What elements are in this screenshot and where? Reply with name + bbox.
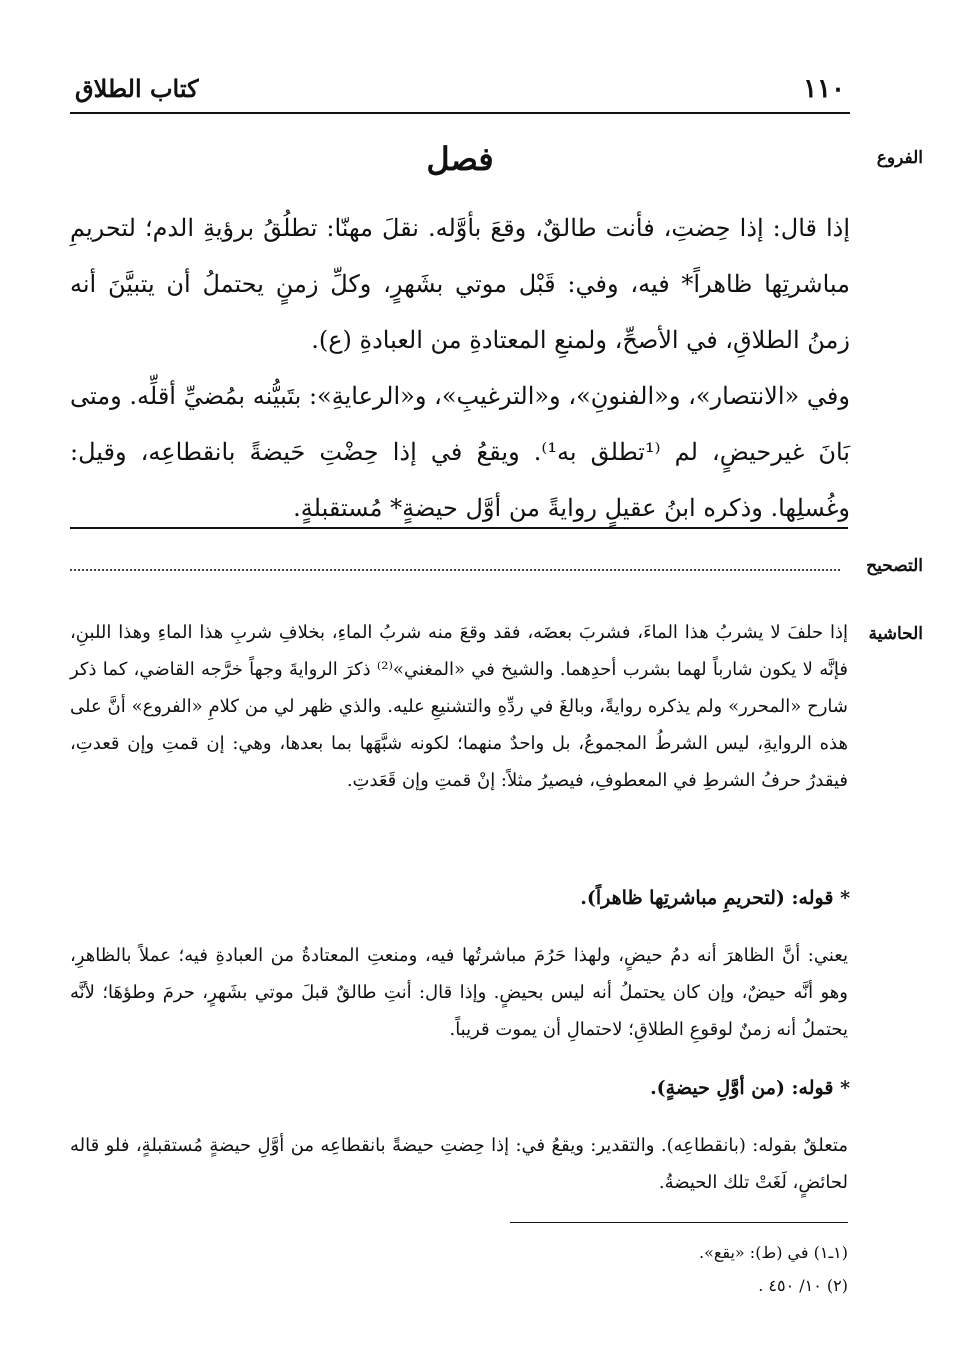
main-paragraph-1: إذا قال: إذا حِضتِ، فأنت طالقٌ، وقعَ بأوَّله. نقلَ مهنّا: تطلُقُ برؤيةِ الدم؛ لتحريمِ مباشرتِها ظاهراً* فيه، وفي: قَبْل موتي بشَهرٍ، وكلِّ زمنٍ يحتملُ أن يتبيَّنَ أنه زمنُ الطلاقِ، في الأصحِّ، ولمنعِ المعتادةِ من العبادةِ (ع). (70, 214, 850, 354)
label-tashih: التصحيح (866, 556, 923, 576)
footnote-1: (١ـ١) في (ط): «يقع». (698, 1243, 848, 1262)
star-marker: * (840, 887, 850, 909)
header-rule (70, 112, 850, 114)
book-title: كتاب الطلاق (75, 74, 199, 103)
hashiya-paragraph-3: متعلقٌ بقوله: (بانقطاعِه). والتقدير: ويقعُ في: إذا حِضتِ حيضةً بانقطاعِه من أوَّلِ حيضةٍ مُستقبلةٍ، فلو قاله لحائضٍ، لَغَتْ تلك الحيضةُ. (70, 1135, 848, 1193)
hashiya-paragraph-2: يعني: أنَّ الظاهرَ أنه دمُ حيضٍ، ولهذا حَرُمَ مباشرتُها فيه، ومنعتِ المعتادةُ من العبادةِ فيه؛ عملاً بالظاهرِ، وهو أنَّه حيضٌ، وإن كان يحتملُ أنه ليس بحيضٍ. وإذا قال: أنتِ طالقٌ قبلَ موتي بشَهرٍ، حرمَ وطؤهَا؛ لأنَّه يحتملُ أنه زمنٌ لوقوعِ الطلاقِ؛ لاحتمالِ أن يموت قريباً. (70, 945, 848, 1040)
qawl-heading-1 (580, 887, 850, 909)
qawl-text-1: قوله: (لتحريمِ مباشرتِها ظاهراً). (580, 887, 834, 909)
footnote-rule (510, 1222, 848, 1223)
hashiya-paragraph-1: إذا حلفَ لا يشربُ هذا الماءَ، فشربَ بعضَه، فقد وقعَ منه شربُ الماءِ، بخلافِ شربِ هذا الماءِ وهذا اللبنِ، فإنَّه لا يكون شارباً لهما بشرب أحدِهما. والشيخ في «المغني»⁽²⁾ ذكرَ الروايةَ وجهاً خرَّجه القاضي، كما ذكر شارح «المحرر» ولم يذكره روايةً، وبالغَ في ردِّهِ والتشنيعِ عليه. والذي ظهر لي من كلامِ «الفروع» أنَّ على هذه الروايةِ، ليس الشرطُ المجموعُ، بل واحدٌ منهما؛ لكونه شبَّهَها بما بعدها، وهي: إن قمتِ وإن قعدتِ، فيقدرُ حرفُ الشرطِ في المعطوفِ، فيصيرُ مثلاً: إنْ قمتِ وإن قَعَدتِ. (70, 622, 848, 791)
qawl-text-2: قوله: (من أوَّلِ حيضةٍ). (650, 1077, 834, 1099)
label-hashiya: الحاشية (868, 624, 923, 644)
section-heading: فصل (426, 140, 494, 178)
tashih-dotted-line (70, 555, 840, 571)
main-paragraph-2: وفي «الانتصار»، و«الفنونِ»، و«الترغيبِ»، و«الرعايةِ»: بتَبيُّنه بمُضيِّ أقلِّه. ومتى بَانَ غيرحيضٍ، لم ⁽¹تطلق به¹⁾. ويقعُ في إذا حِضْتِ حَيضةً بانقطاعِه، وقيل: وغُسلِها. وذكره ابنُ عقيلٍ روايةً من أوَّل حيضةٍ* مُستقبلةٍ. (70, 382, 850, 522)
star-marker: * (840, 1077, 850, 1099)
page-number: ١١٠ (803, 74, 845, 104)
footnote-2: (٢) ١٠/ ٤٥٠ . (758, 1276, 848, 1295)
qawl-heading-2 (650, 1077, 850, 1099)
main-text-rule (70, 527, 848, 529)
label-furu: الفروع (876, 148, 923, 168)
